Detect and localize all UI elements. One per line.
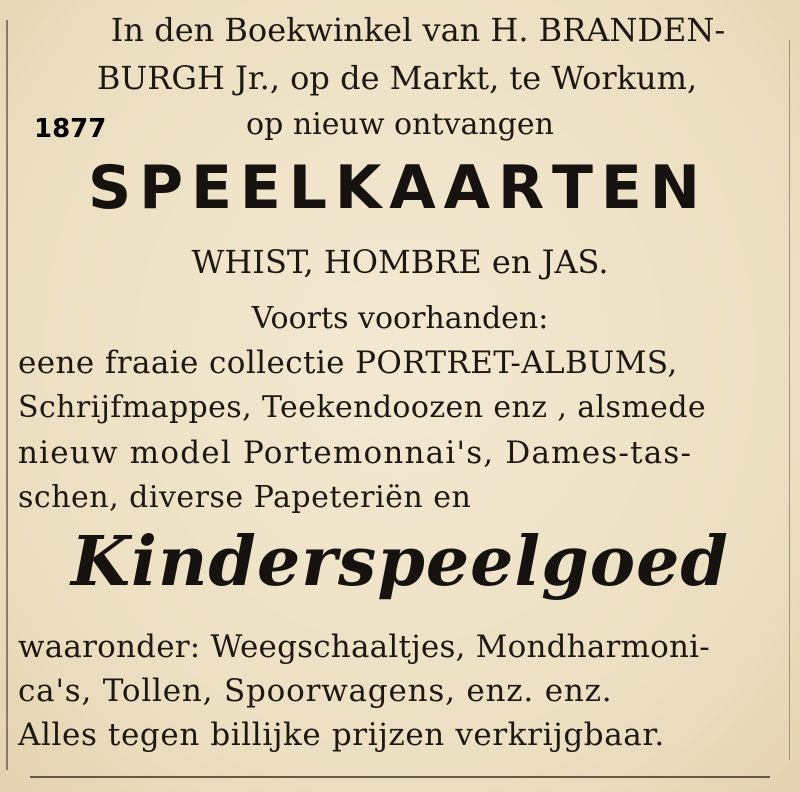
- voorts-line: Voorts voorhanden:: [251, 301, 549, 336]
- headline-speelkaarten: [88, 153, 700, 223]
- left-border-rule: [6, 20, 8, 770]
- footer-line-3: Alles tegen billijke prijzen verkrijgbaar.: [18, 717, 665, 753]
- right-border-rule: [789, 40, 790, 760]
- games-line: WHIST, HOMBRE en JAS.: [191, 243, 609, 281]
- body-line-1: eene fraaie collectie PORTRET-ALBUMS,: [18, 345, 678, 381]
- headline-letter: A: [443, 153, 491, 223]
- headline-letter: R: [497, 153, 545, 223]
- footer-line-2: ca's, Tollen, Spoorwagens, enz. enz.: [18, 673, 613, 709]
- body-line-2: Schrijfmappes, Teekendoozen enz , alsmede: [18, 390, 707, 425]
- year-label: 1877: [34, 114, 107, 144]
- kinderspeelgoed-heading: Kinderspeelgoed: [71, 522, 729, 602]
- headline-letter: T: [552, 153, 593, 223]
- header-line-3: op nieuw ontvangen: [246, 107, 554, 142]
- headline-letter: P: [139, 153, 184, 223]
- bottom-rule: [30, 776, 770, 778]
- header-line-1: In den Boekwinkel van H. BRANDEN-: [110, 11, 726, 49]
- body-line-4: schen, diverse Papeteriën en: [18, 480, 472, 515]
- headline-letter: K: [334, 153, 382, 223]
- header-line-2: BURGH Jr., op de Markt, te Workum,: [96, 59, 698, 97]
- headline-letter: E: [600, 153, 642, 223]
- headline-letter: A: [389, 153, 436, 223]
- footer-line-1: waaronder: Weegschaaltjes, Mondharmoni-: [18, 629, 710, 665]
- body-line-3: nieuw model Portemonnai's, Dames-tas-: [18, 435, 693, 471]
- headline-letter: L: [288, 153, 327, 223]
- headline-letter: E: [239, 153, 281, 223]
- headline-letter: N: [649, 153, 700, 223]
- headline-letter: S: [88, 153, 132, 223]
- headline-letter: E: [190, 153, 232, 223]
